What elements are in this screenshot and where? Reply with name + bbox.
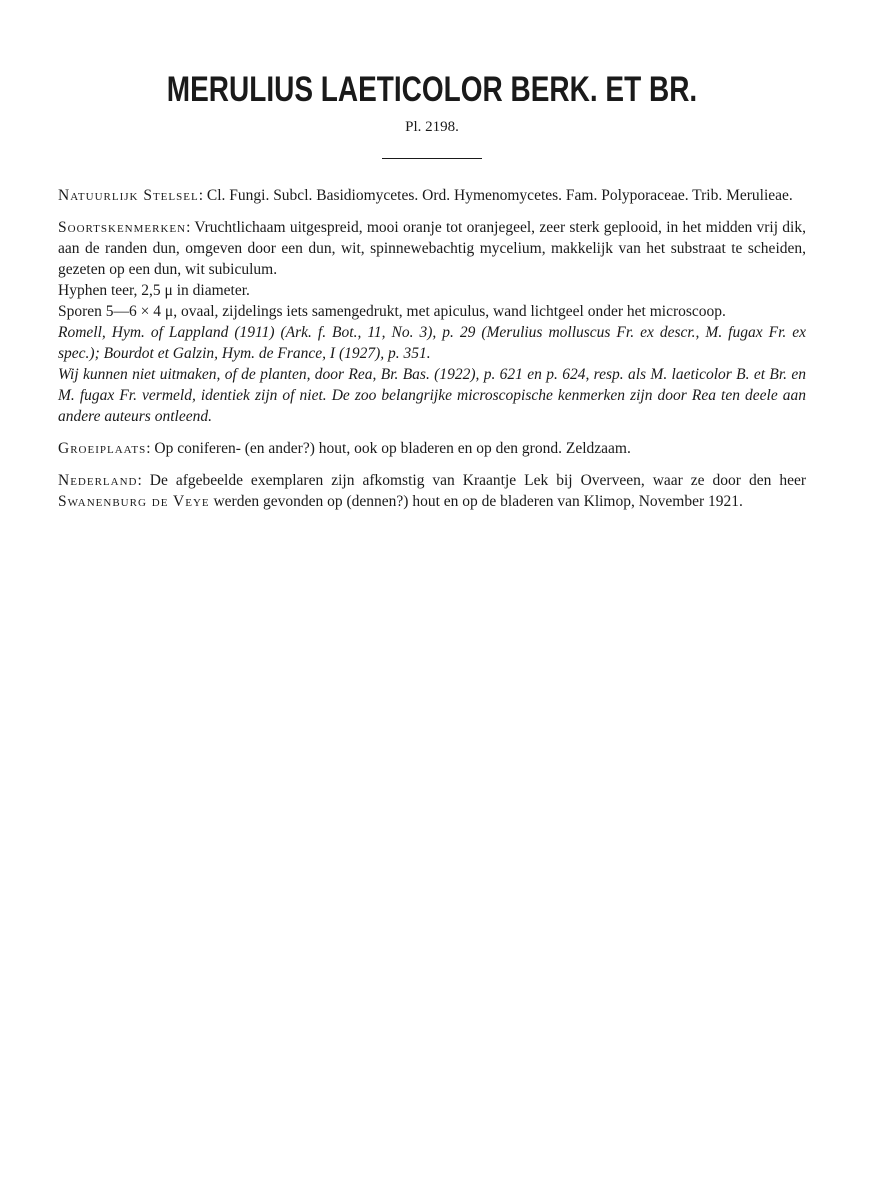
plate-number: Pl. 2198. [405, 119, 459, 135]
label-groeiplaats: Groeiplaats [58, 440, 147, 457]
paragraph-hyphen: Hyphen teer, 2,5 μ in diameter. [58, 282, 250, 299]
paragraph-sporen: Sporen 5—6 × 4 μ, ovaal, zijdelings iets samengedrukt, met apiculus, wand lichtgeel onder het microscoop. [58, 303, 726, 320]
label-nederland: Nederland [58, 472, 138, 489]
text-soortskenmerken: : Vruchtlichaam uitgespreid, mooi oranje tot oranjegeel, zeer sterk geplooid, in het midden vrij dik, aan de randen dun, omgeven door een dun, wit, spinnewebachtig mycelium, makkelijk van het substraat te scheiden, gezeten op een dun, wit subiculum. [58, 219, 806, 278]
paragraph-natuurlijk-stelsel [58, 185, 806, 206]
text-nederland-part-2: werden gevonden op (dennen?) hout en op de bladeren van Klimop, November 1921. [209, 493, 743, 510]
page-title: MERULIUS LAETICOLOR BERK. ET BR. [166, 70, 698, 109]
document-body [58, 68, 806, 512]
text-natuurlijk-stelsel: : Cl. Fungi. Subcl. Basidiomycetes. Ord. Hymenomycetes. Fam. Polyporaceae. Trib. Merulieae. [198, 187, 793, 204]
label-soortskenmerken: Soortskenmerken [58, 219, 187, 236]
label-natuurlijk-stelsel: Natuurlijk Stelsel [58, 187, 199, 204]
divider [382, 158, 482, 159]
text-groeiplaats: : Op coniferen- (en ander?) hout, ook op bladeren en op den grond. Zeldzaam. [146, 440, 631, 457]
collector-name: Swanenburg de Veye [58, 493, 210, 510]
text-nederland-part-1: : De afgebeelde exemplaren zijn afkomstig van Kraantje Lek bij Overveen, waar ze door den heer [137, 472, 806, 489]
paragraph-nederland [58, 470, 806, 512]
paragraph-romell-reference: Romell, Hym. of Lappland (1911) (Ark. f. Bot., 11, No. 3), p. 29 (Merulius molluscus Fr. ex descr., M. fugax Fr. ex spec.); Bourdot et Galzin, Hym. de France, I (1927), p. 351. [58, 324, 806, 362]
paragraph-soortskenmerken [58, 217, 806, 280]
paragraph-rea-note: Wij kunnen niet uitmaken, of de planten, door Rea, Br. Bas. (1922), p. 621 en p. 624, resp. als M. laeticolor B. et Br. en M. fugax Fr. vermeld, identiek zijn of niet. De zoo belangrijke microscopische kenmerken zijn door Rea ten deele aan andere auteurs ontleend. [58, 366, 806, 425]
paragraph-groeiplaats [58, 438, 806, 459]
